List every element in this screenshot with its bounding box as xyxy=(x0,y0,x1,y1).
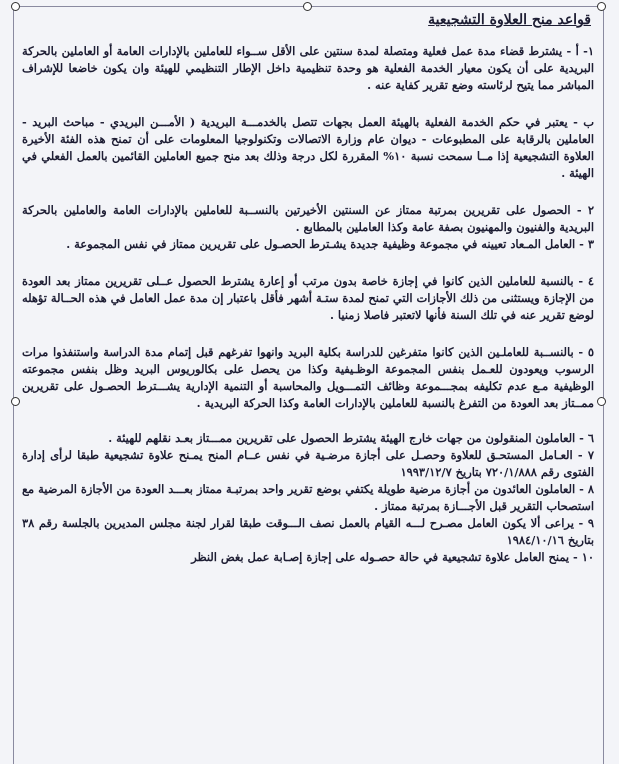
rule-item-8: ٨ - العاملون العائدون من أجازة مرضية طويلة يكتفي بوضع تقرير واحد بمرتبـة ممتاز بعـــد العودة من الأجازة المرضية مع استصحاب التقرير قبل الأجـــازة بمرتبة ممتاز . xyxy=(22,482,594,513)
resize-handle-middle-left[interactable] xyxy=(11,397,20,406)
resize-handle-top-left[interactable] xyxy=(11,2,20,11)
resize-handle-top-right[interactable] xyxy=(597,2,606,11)
rule-item-10: ١٠ - يمنح العامل علاوة تشجيعية في حالة حصـوله على إجازة إصـابة عمل بغض النظر xyxy=(191,550,594,564)
rule-item-1a: ١- أ - يشترط قضاء مدة عمل فعلية ومتصلة لمدة سنتين على الأقل ســواء للعاملين بالإدارات العامة أو العاملين بالحركة البريدية على أن يكون معيار الخدمة الفعلية هو وحدة تنظيمية داخل الإطار التنظيمي للهيئة وان يكون خاضعا للإشراف المباشر مما يتيح لرئاسته وضع تقرير كفاية عنه . xyxy=(22,44,594,92)
rule-item-6: ٦ - العاملون المنقولون من جهات خارج الهيئة يشترط الحصول على تقريرين ممـــتاز بعـد نقلهم للهيئة . xyxy=(108,431,594,445)
rule-item-4: ٤ - بالنسبة للعاملين الذين كانوا في إجازة خاصة بدون مرتب أو إعارة يشترط الحصول عــلى تقريرين ممتاز بعد العودة من الإجازة ويستثنى من ذلك الأجازات التي تمنح لمدة ستـة أشهر فأقل باعتبار إن مدة عمل العامل في هذه الحــالة تؤهله لوضع تقرير عنه في تلك السنة فأنها لاتعتبر فاصلا زمنيا . xyxy=(22,274,594,322)
rule-item-7: ٧ - العـامل المستحـق للعلاوة وحصـل على أجازة مرضـية في نفس عــام المنح يمـنح علاوة تشجيعية طبقا لرأى إدارة الفتوى رقم ٧٢٠/١/٨٨٨ بتاريخ ١٩٩٣/١٢/٧ xyxy=(22,448,594,479)
rule-item-5: ٥ - بالنســبة للعاملـين الذين كانوا متفرغين للدراسة بكلية البريد وانهوا تفرغهم قبل إتمام مدة الدراسة واستنفذوا مرات الرسوب ويعودون للعـمل بنفس المجموعة الوظـيفية وكذا من يحصل على بكالوريوس البريد وظل بنفس مجموعته الوظيفية مـع عدم تكليفه بمجـــموعة وظائف التمـــويل والمحاسبة أو التنمية الإدارية يشـــترط الحصـول على تقريرين ممــتاز بعد العودة من التفرغ بالنسبة للعاملين بالإدارات العامة وكذا الحركة البريدية . xyxy=(22,345,594,410)
document-body xyxy=(22,10,594,566)
rule-item-2: ٢ - الحصول على تقريرين بمرتبة ممتاز عن السنتين الأخيرتين بالنســبة للعاملين بالإدارات العامة والعاملين بالحركة البريدية والفنيون والمهنيون بصفة عامة وكذا العاملين بالمطابع . xyxy=(22,203,594,234)
rule-item-9: ٩ - يراعى ألا يكون العامل مصـرح لـــه القيام بالعمل نصف الـــوقت طبقا لقرار لجنة مجلس المديرين بالجلسة رقم ٣٨ بتاريخ ١٩٨٤/١٠/١٦ xyxy=(22,516,594,547)
document-title: قواعد منح العلاوة التشجيعية xyxy=(428,12,591,28)
rule-item-3: ٣ - العامل المـعاد تعيينه في مجموعة وظيفية جديدة يشـترط الحصـول على تقريرين ممتاز في نفس المجموعة . xyxy=(66,237,594,251)
rule-item-1b: ب - يعتبر في حكم الخدمة الفعلية بالهيئة العمل بجهات تتصل بالخدمـــة البريدية ( الأمـــن البريدي - مباحث البريد - العاملين بالرقابة على المطبوعات - ديوان عام وزارة الاتصالات وتكنولوجيا المعلومات على أن تمنح هذه الفئة الأخيرة العلاوة التشجيعية إذا مــا سمحت نسبة ١٠% المقررة لكل درجة وذلك بعد منح جميع العاملين القائمين بالعمل الفعلي في الهيئة . xyxy=(22,115,594,180)
resize-handle-middle-right[interactable] xyxy=(597,397,606,406)
